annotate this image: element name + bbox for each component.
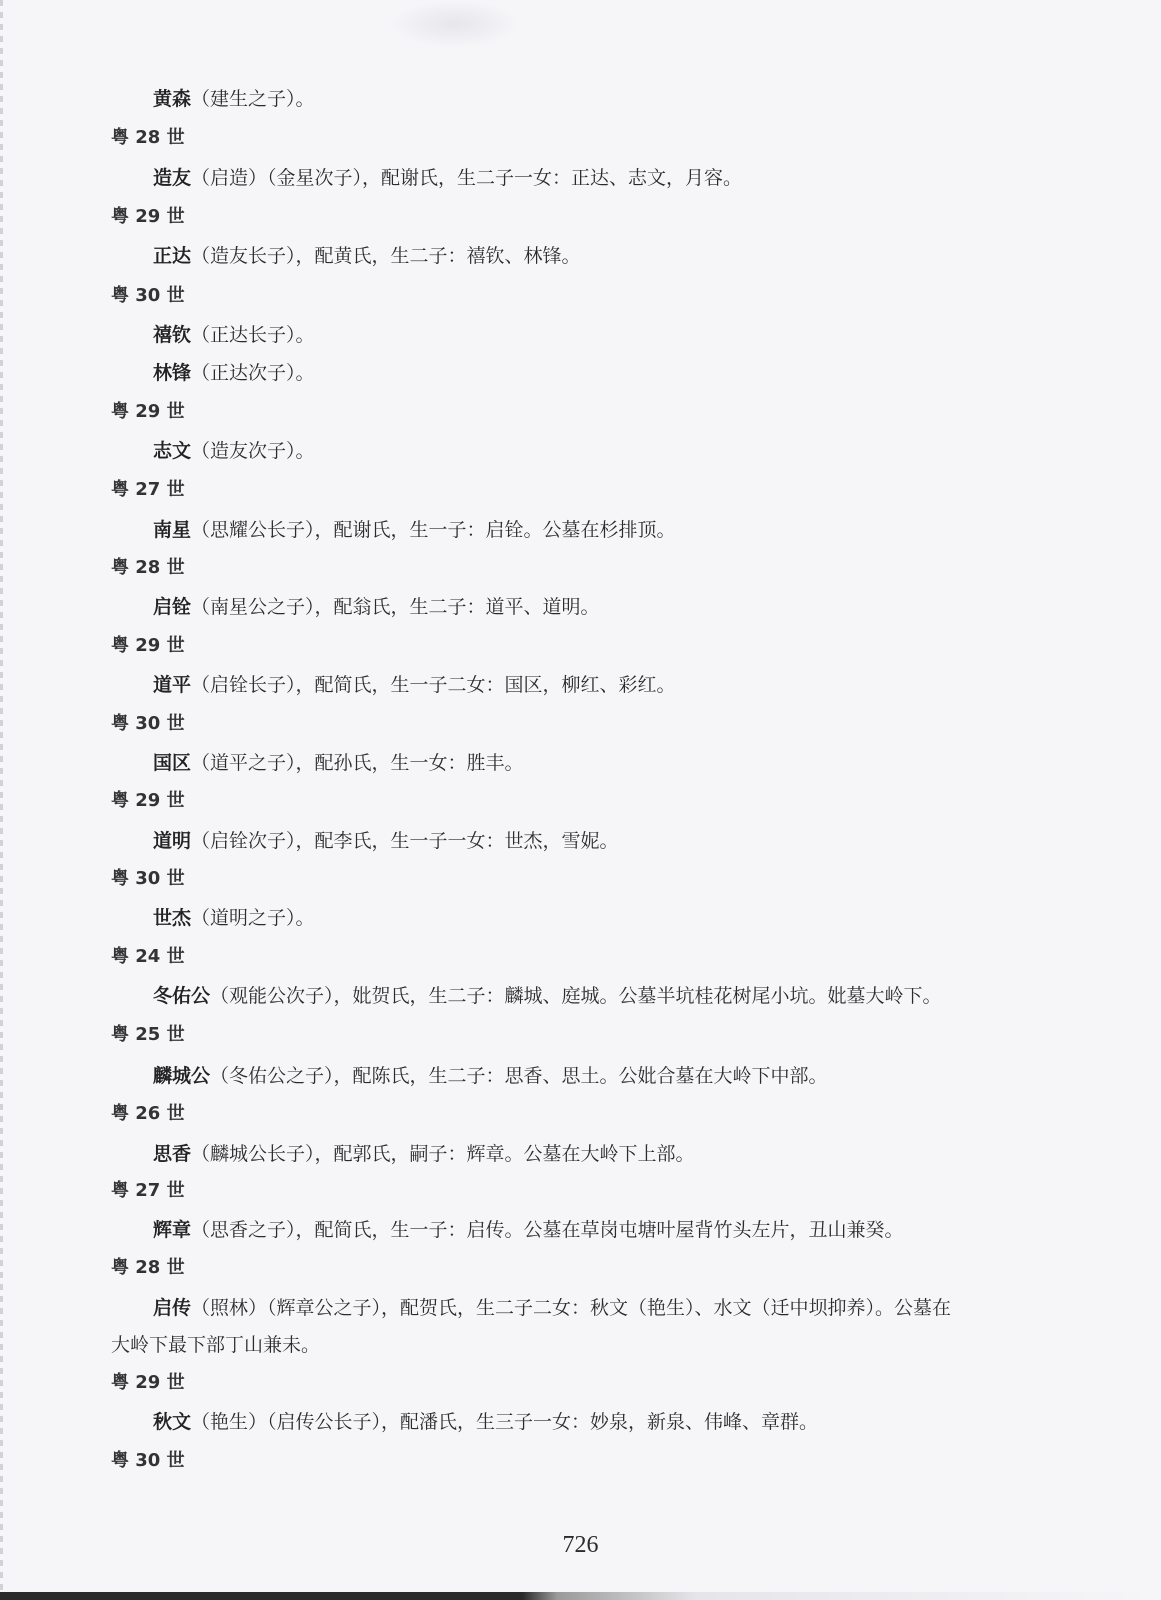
person-name: 禧钦 (153, 324, 192, 346)
person-name: 南星 (153, 519, 192, 541)
entry-description: （启造）（金星次子），配谢氏，生二子一女：正达、志文，月容。 (191, 167, 743, 189)
entry-description: （启铨次子），配李氏，生一子一女：世杰，雪妮。 (191, 830, 619, 852)
genealogy-entry (153, 165, 742, 191)
genealogy-entry (153, 1063, 828, 1089)
genealogy-entry (153, 983, 942, 1009)
generation-heading: 粤 28 世 (111, 127, 185, 148)
generation-heading: 粤 29 世 (111, 790, 185, 811)
person-name: 启铨 (153, 596, 192, 618)
generation-heading: 粤 26 世 (111, 1103, 185, 1124)
genealogy-entry (153, 322, 315, 348)
person-name: 道明 (153, 830, 192, 852)
generation-heading: 粤 29 世 (111, 206, 185, 227)
person-name: 道平 (153, 674, 192, 696)
entry-description: （正达次子）。 (191, 362, 315, 384)
entry-description: （道明之子）。 (191, 907, 315, 929)
genealogy-entry (153, 1141, 695, 1167)
person-name: 世杰 (153, 907, 192, 929)
person-name: 林锋 (153, 362, 192, 384)
generation-heading: 粤 30 世 (111, 713, 185, 734)
entry-description: （造友次子）。 (191, 440, 315, 462)
generation-heading: 粤 30 世 (111, 285, 185, 306)
generation-heading: 粤 30 世 (111, 1450, 185, 1471)
entry-continuation (111, 1332, 320, 1358)
entry-description: （道平之子），配孙氏，生一女：胜丰。 (191, 752, 524, 774)
entry-description: （建生之子）。 (191, 88, 315, 110)
entry-description: （照林）（辉章公之子），配贺氏，生二子二女：秋文（艳生）、水文（迁中坝抑养）。公墓在 (191, 1297, 952, 1319)
entry-description: （启铨长子），配简氏，生一子二女：国区，柳红、彩红。 (191, 674, 676, 696)
generation-heading: 粤 30 世 (111, 868, 185, 889)
entry-description: （艳生）（启传公长子），配潘氏，生三子一女：妙泉，新泉、伟峰、章群。 (191, 1411, 819, 1433)
generation-heading: 粤 27 世 (111, 479, 185, 500)
genealogy-entry (153, 360, 315, 386)
page-number: 726 (562, 1532, 599, 1558)
genealogy-entry (153, 1217, 904, 1243)
page-edge (0, 0, 3, 1600)
entry-description: （观能公次子），妣贺氏，生二子：麟城、庭城。公墓半坑桂花树尾小坑。妣墓大岭下。 (210, 985, 942, 1007)
person-name: 冬佑公 (153, 985, 211, 1007)
entry-description: （正达长子）。 (191, 324, 315, 346)
person-name: 思香 (153, 1143, 192, 1165)
scan-artifact (390, 0, 520, 48)
generation-heading: 粤 29 世 (111, 1372, 185, 1393)
generation-heading: 粤 27 世 (111, 1180, 185, 1201)
person-name: 辉章 (153, 1219, 192, 1241)
entry-description: （思耀公长子），配谢氏，生一子：启铨。公墓在杉排顶。 (191, 519, 676, 541)
generation-heading: 粤 29 世 (111, 401, 185, 422)
person-name: 黄森 (153, 88, 192, 110)
scan-bottom-edge (0, 1592, 1161, 1600)
person-name: 正达 (153, 245, 192, 267)
entry-description: 大岭下最下部丁山兼未。 (111, 1334, 321, 1356)
entry-description: （造友长子），配黄氏，生二子：禧钦、林锋。 (191, 245, 581, 267)
person-name: 麟城公 (153, 1065, 211, 1087)
genealogy-entry (153, 594, 600, 620)
genealogy-entry (153, 1409, 818, 1435)
genealogy-entry (153, 86, 315, 112)
entry-description: （思香之子），配简氏，生一子：启传。公墓在草岗屯塘叶屋背竹头左片，丑山兼癸。 (191, 1219, 904, 1241)
generation-heading: 粤 28 世 (111, 557, 185, 578)
generation-heading: 粤 29 世 (111, 635, 185, 656)
genealogy-entry (153, 438, 315, 464)
person-name: 秋文 (153, 1411, 192, 1433)
genealogy-entry (153, 828, 619, 854)
person-name: 启传 (153, 1297, 192, 1319)
entry-description: （麟城公长子），配郭氏，嗣子：辉章。公墓在大岭下上部。 (191, 1143, 695, 1165)
person-name: 国区 (153, 752, 192, 774)
generation-heading: 粤 24 世 (111, 946, 185, 967)
genealogy-entry (153, 1295, 951, 1321)
person-name: 造友 (153, 167, 192, 189)
generation-heading: 粤 28 世 (111, 1257, 185, 1278)
genealogy-entry (153, 243, 581, 269)
genealogy-entry (153, 672, 676, 698)
genealogy-entry (153, 517, 676, 543)
genealogy-entry (153, 905, 315, 931)
entry-description: （冬佑公之子），配陈氏，生二子：思香、思土。公妣合墓在大岭下中部。 (210, 1065, 828, 1087)
entry-description: （南星公之子），配翁氏，生二子：道平、道明。 (191, 596, 600, 618)
genealogy-entry (153, 750, 524, 776)
person-name: 志文 (153, 440, 192, 462)
generation-heading: 粤 25 世 (111, 1024, 185, 1045)
